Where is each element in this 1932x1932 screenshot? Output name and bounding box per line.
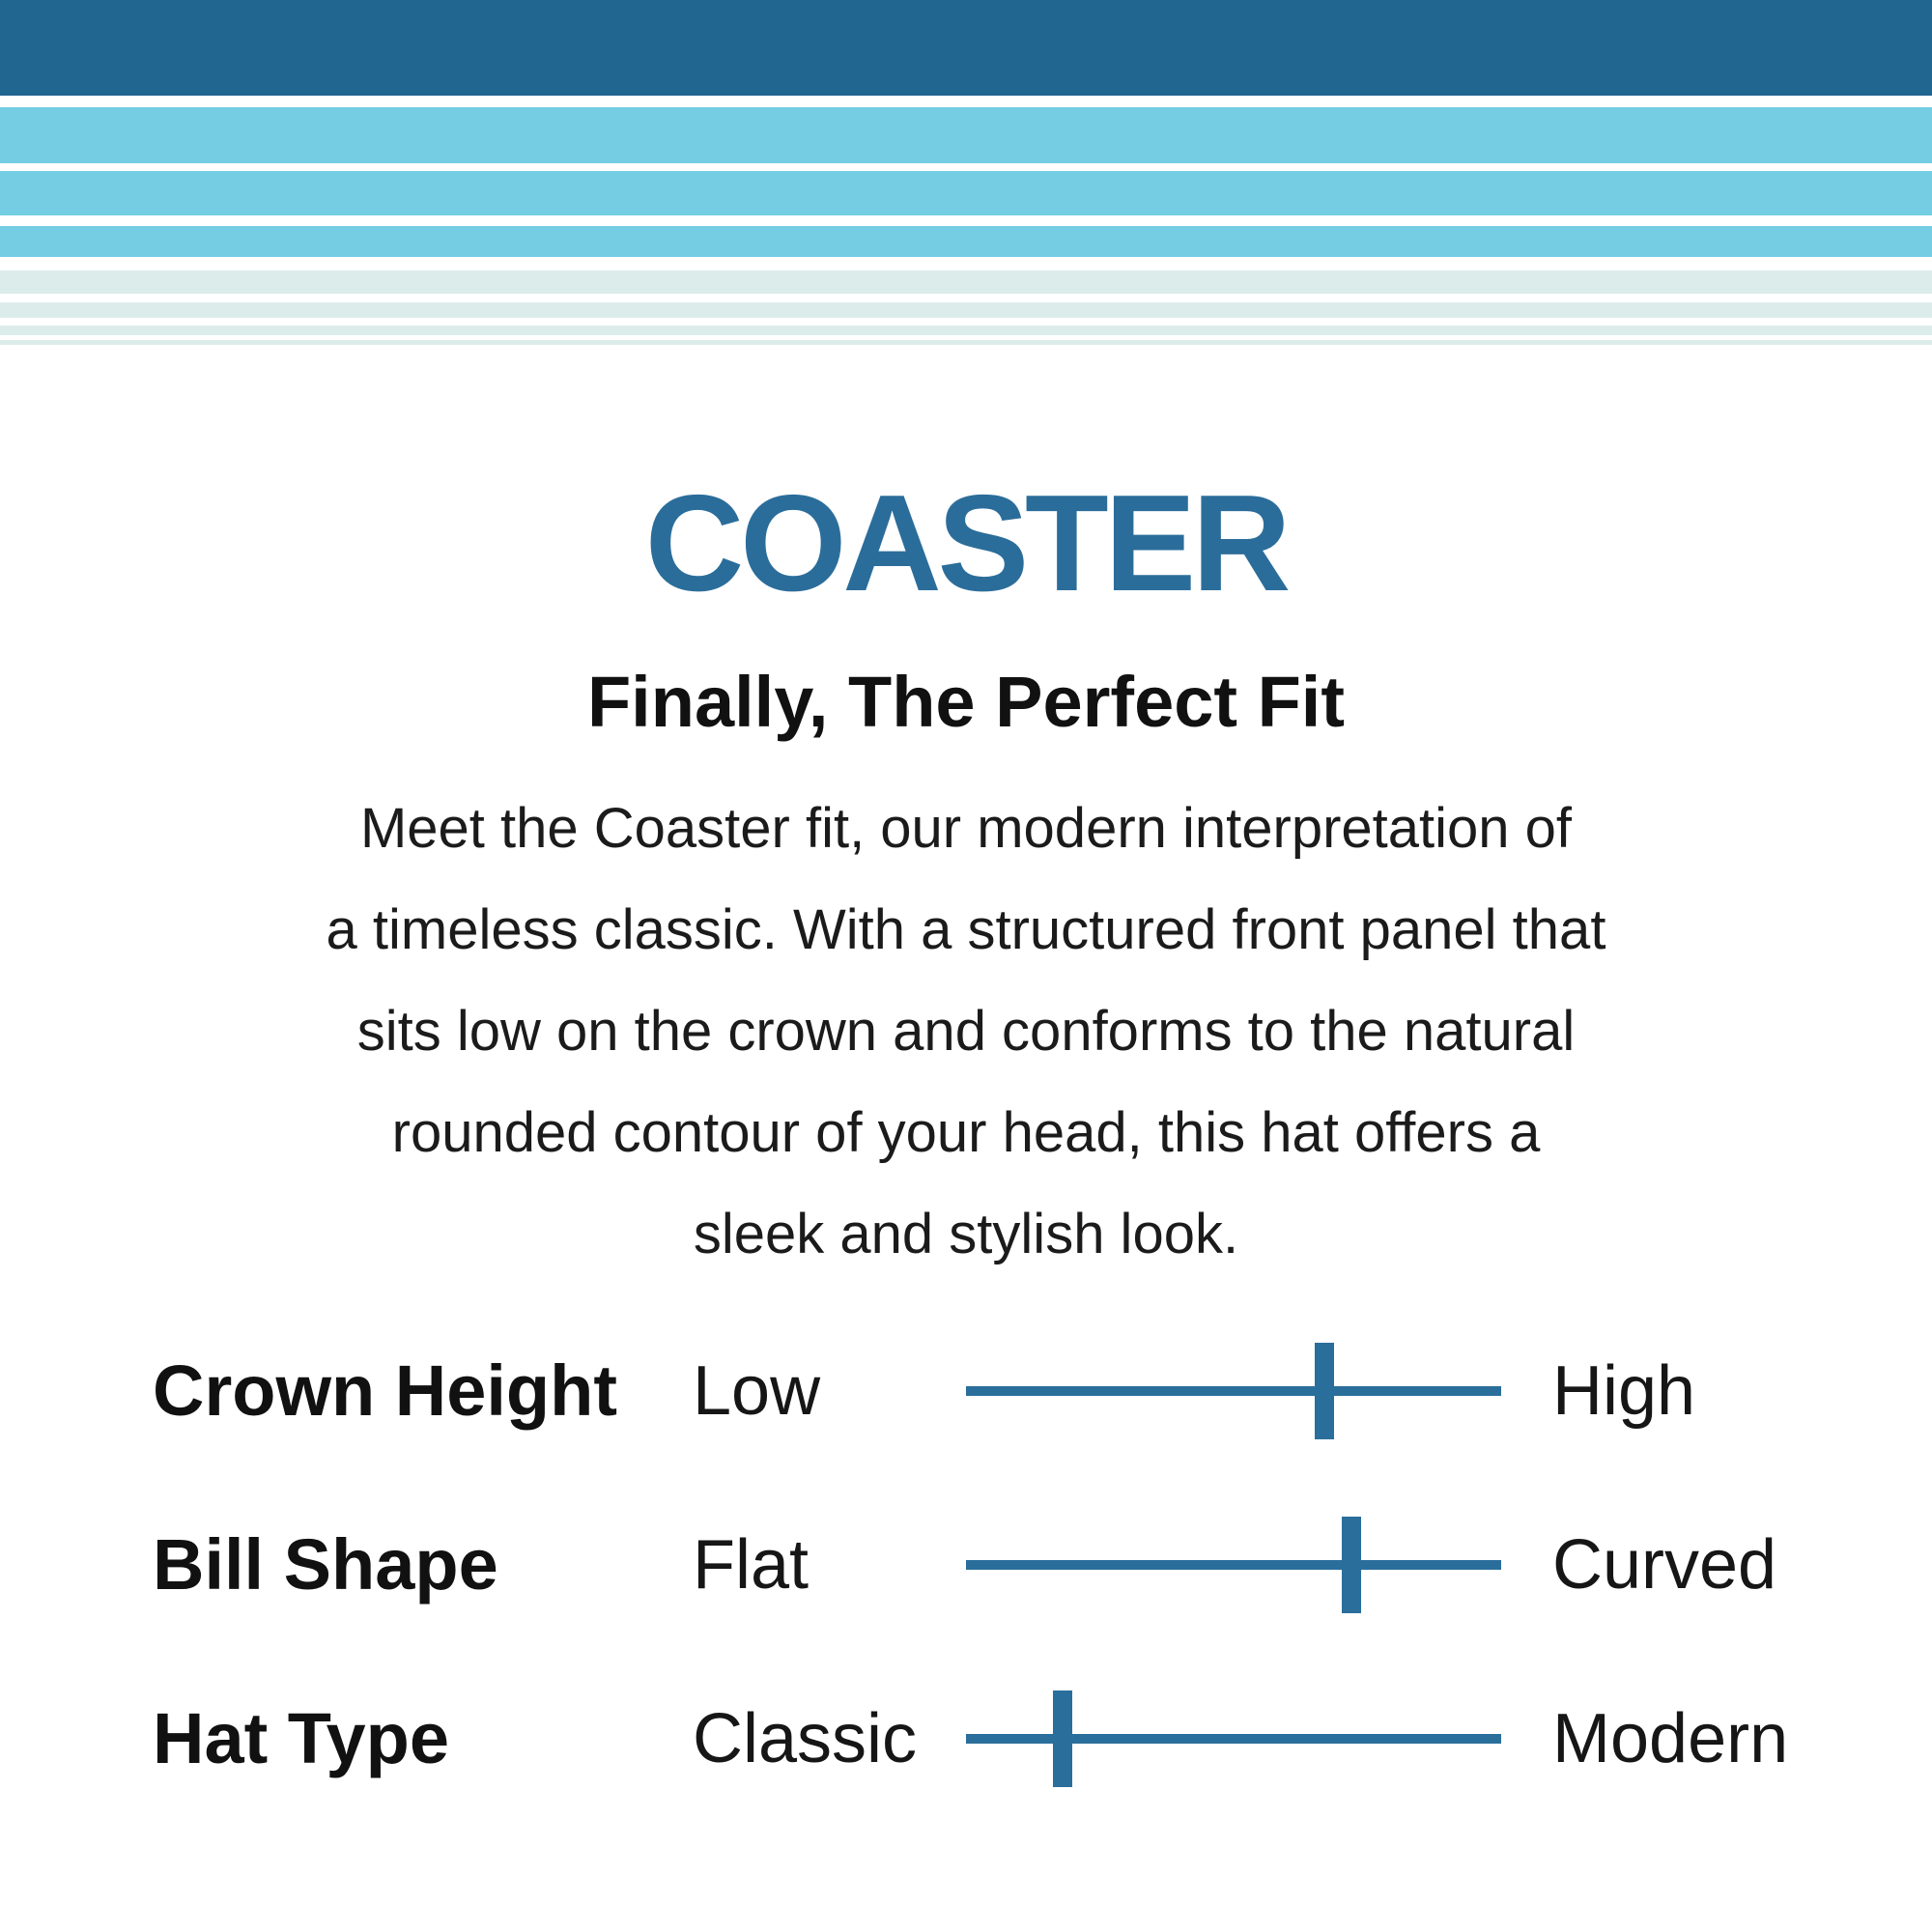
page-title: COASTER — [644, 467, 1288, 620]
slider-tick-marker — [1053, 1690, 1072, 1787]
slider-row-title: Hat Type — [153, 1698, 450, 1778]
description-line: rounded contour of your head, this hat offers a — [391, 1101, 1541, 1164]
slider-row-title: Crown Height — [153, 1350, 617, 1431]
slider-max-label: Curved — [1552, 1526, 1777, 1604]
slider-row-title: Bill Shape — [153, 1524, 498, 1605]
slider-row-bill-shape — [0, 1517, 1932, 1613]
page-subtitle: Finally, The Perfect Fit — [586, 662, 1345, 742]
stripe-band — [0, 171, 1932, 215]
description-line: a timeless classic. With a structured front panel that — [326, 898, 1606, 961]
slider-max-label: High — [1552, 1352, 1696, 1430]
slider-tick-marker — [1342, 1517, 1361, 1613]
stripe-band — [0, 326, 1932, 335]
stripe-band — [0, 340, 1932, 345]
description-line: Meet the Coaster fit, our modern interpretation of — [359, 797, 1573, 860]
stripe-band — [0, 107, 1932, 163]
description-line: sleek and stylish look. — [693, 1203, 1239, 1265]
stripe-band — [0, 226, 1932, 257]
slider-min-label: Low — [693, 1352, 821, 1430]
stripe-band — [0, 270, 1932, 294]
slider-track — [966, 1560, 1501, 1570]
slider-max-label: Modern — [1552, 1700, 1789, 1777]
slider-min-label: Flat — [693, 1526, 810, 1604]
description-line: sits low on the crown and conforms to the natural — [356, 1000, 1576, 1063]
slider-row-hat-type — [0, 1690, 1932, 1787]
slider-tick-marker — [1315, 1343, 1334, 1439]
slider-min-label: Classic — [693, 1700, 918, 1777]
slider-track — [966, 1386, 1501, 1396]
slider-row-crown-height — [0, 1343, 1932, 1439]
decorative-stripes — [0, 0, 1932, 345]
description-paragraph — [0, 778, 1932, 1285]
stripe-band — [0, 0, 1932, 96]
stripe-band — [0, 302, 1932, 318]
slider-track — [966, 1734, 1501, 1744]
